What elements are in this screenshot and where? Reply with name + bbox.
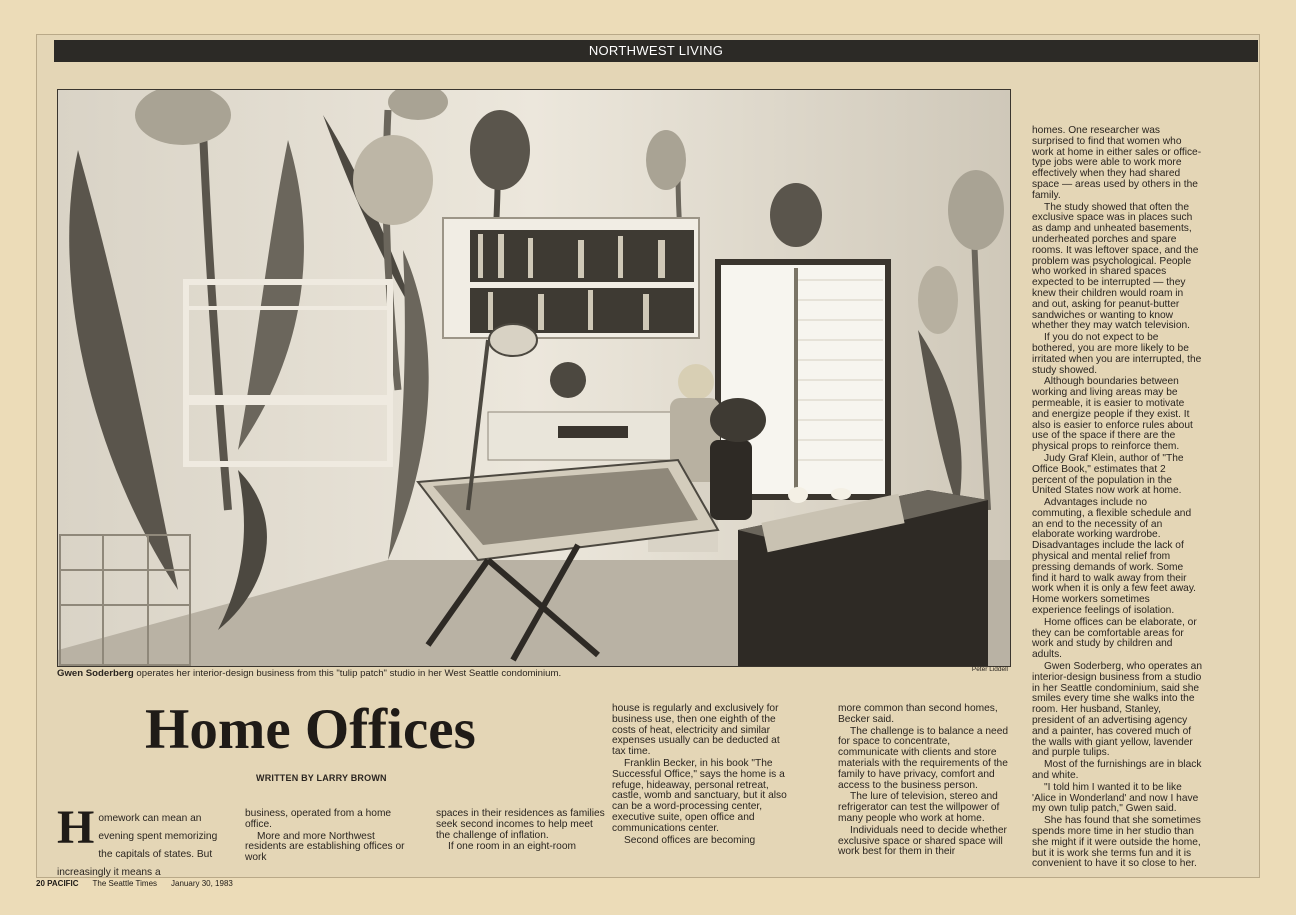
paragraph: The study showed that often the exclusive space was in places such as damp and unheated basements, underheated porches and spare rooms. It was leftover space, and the problem was psychological. People who worked in shared spaces expected to be interrupted — they knew their children would roam in and out, asking for peanut-butter sandwiches or wanting to know whether they may watch television. [1032,201,1199,332]
paragraph: If one room in an eight-room [448,841,576,853]
article-column-6 [1032,126,1202,871]
paragraph: Franklin Becker, in his book "The Successful Office," says the home is a refuge, hideaway, personal retreat, castle, womb and sanctuary, but it also can be a word-processing center, executive suite, open office and communications center. [612,757,787,834]
paragraph: more common than second homes, Becker said. [838,703,998,725]
paragraph: Although boundaries between working and living areas may be permeable, it is easier to motivate and energize people if they exist. It also is easier to enforce rules about use of the space if there are the physical props to reinforce them. [1032,376,1193,453]
paragraph: spaces in their residences as families seek second incomes to help meet the challenge of inflation. [436,808,605,841]
paper-name: The Seattle Times [92,879,158,888]
caption-text: operates her interior-design business from this "tulip patch" studio in her West Seattle condominium. [133,668,562,679]
paragraph: Most of the furnishings are in black and white. [1032,759,1202,782]
article-column-1 [57,801,231,880]
article-column-4 [612,704,796,847]
paragraph: Individuals need to decide whether exclusive space or shared space will work best for them in their [838,824,1007,858]
paragraph: The lure of television, stereo and refrigerator can test the willpower of many people who work at home. [838,791,1000,824]
section-banner: NORTHWEST LIVING [54,40,1258,62]
paragraph: "I told him I wanted it to be like 'Alice in Wonderland' and now I have my own tulip patch," Gwen said. [1032,781,1199,815]
page-number: 20 [36,879,45,888]
paragraph: Second offices are becoming [624,834,756,846]
paragraph: If you do not expect to be bothered, you are more likely to be irritated when you are interrupted, the study showed. [1032,332,1202,376]
section-name: PACIFIC [47,879,79,888]
photo-credit: Peter Liddell [971,666,1008,673]
photo-caption [57,668,907,680]
paragraph: More and more Northwest residents are establishing offices or work [245,830,405,864]
column-1-text: omework can mean an evening spent memorizing the capitals of states. But increasingly it means a [57,813,218,878]
paragraph: Judy Graf Klein, author of "The Office Book," estimates that 2 percent of the population in the United States now work at home. [1032,452,1184,497]
paragraph: Gwen Soderberg, who operates an interior-design business from a studio in her Seattle condominium, said she smiles every time she walks into the room. Her husband, Stanley, president of an advertising agency and a painter, has covered much of the walls with giant yellow, lavender and purple tulips. [1032,661,1203,759]
paragraph: house is regularly and exclusively for business use, then one eighth of the costs of heat, electricity and similar expenses usually can be deducted at tax time. [612,703,780,758]
paragraph: Advantages include no commuting, a flexible schedule and an end to the necessity of an elaborate working wardrobe. Disadvantages include the lack of physical and mental relief from pressing demands of work. Some find it hard to walk away from their work when it is only a few feet away. Home workers sometimes experience feelings of isolation. [1032,497,1197,617]
paragraph: business, operated from a home office. [245,808,392,830]
paragraph: The challenge is to balance a need for space to concentrate, communicate with clients and store materials with the requirements of the family to have privacy, comfort and access to the business person. [838,725,1009,791]
paragraph: Home offices can be elaborate, or they can be comfortable areas for work and study by children and adults. [1032,616,1197,661]
article-column-2 [245,809,417,865]
caption-name: Gwen Soderberg [57,668,134,679]
article-byline: WRITTEN BY LARRY BROWN [256,773,387,783]
issue-date: January 30, 1983 [171,879,233,888]
article-column-3 [436,809,608,854]
paragraph: She has found that she sometimes spends more time in her studio than she might if it were outside the home, but it is work she terms fun and it is convenient to have it so close to her. [1032,815,1201,870]
studio-photo [57,89,1011,667]
paragraph: homes. One researcher was surprised to find that women who work at home in either sales or office-type jobs were able to work more effectively when they had shared space — areas used by others in the family. [1032,125,1202,201]
article-column-5 [838,704,1010,859]
drop-cap: H [57,801,95,854]
article-headline: Home Offices [145,698,476,761]
page-folio [36,879,247,889]
